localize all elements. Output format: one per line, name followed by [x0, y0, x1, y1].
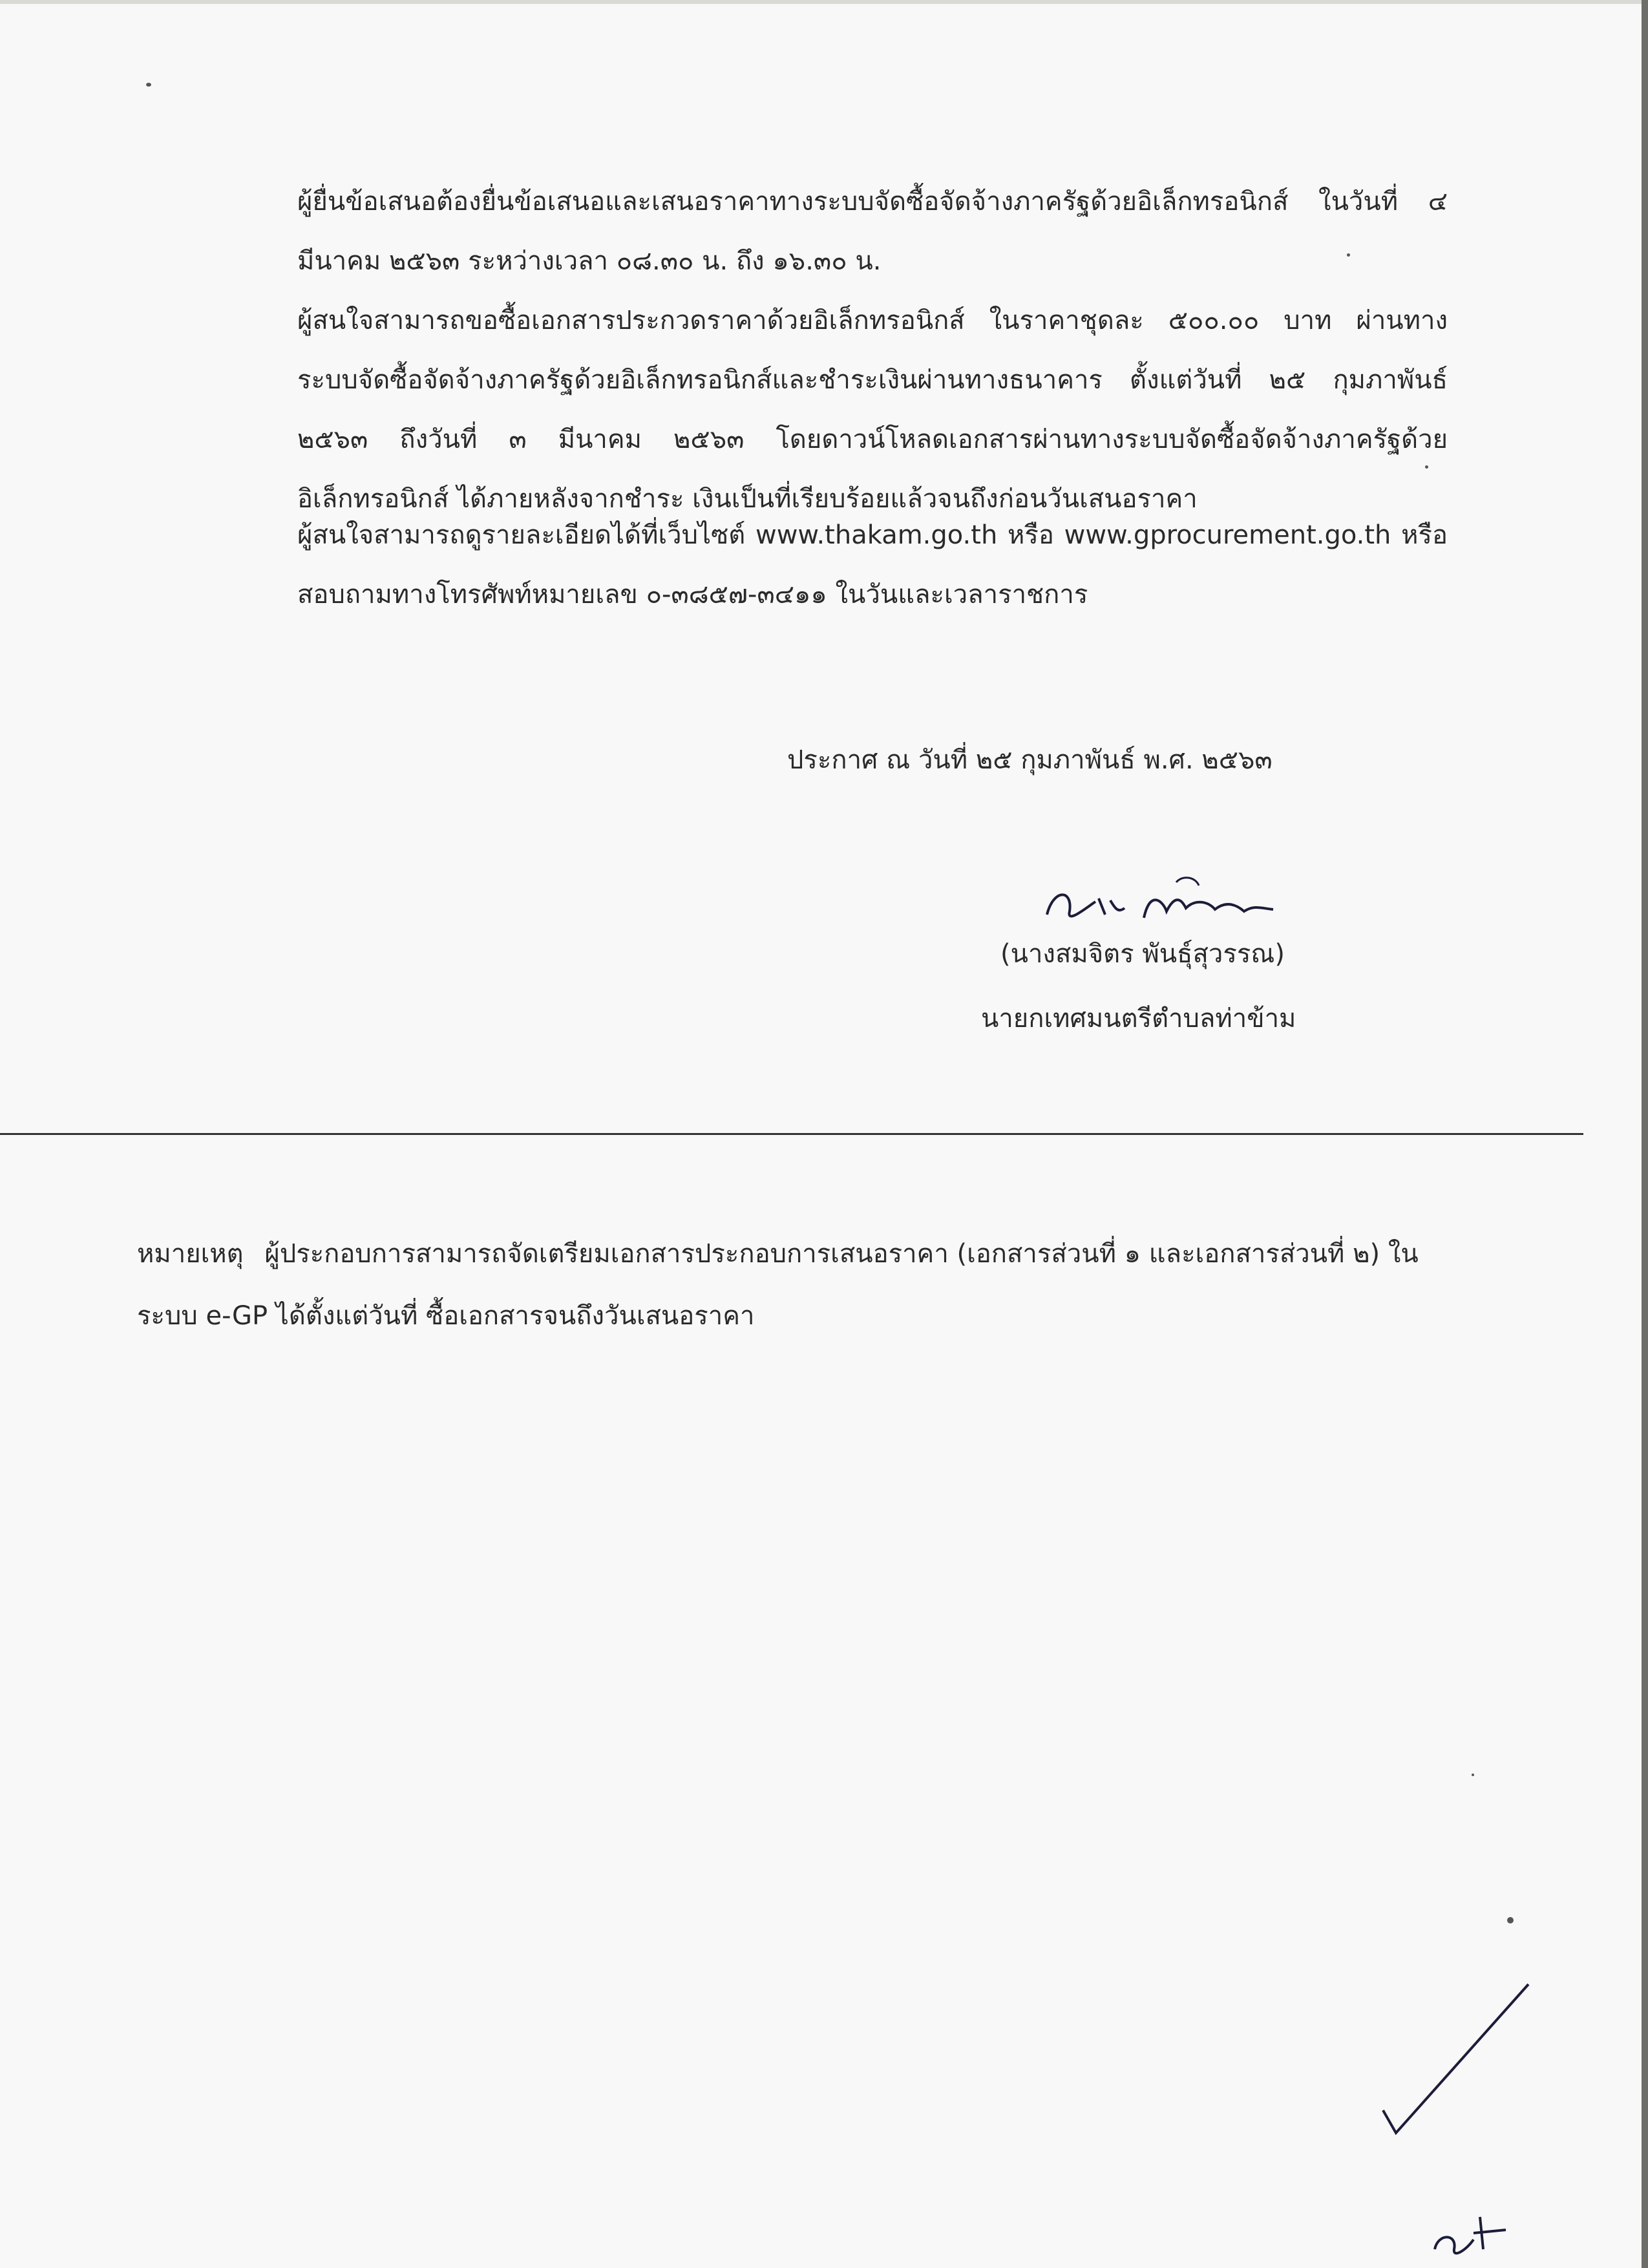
- scan-speck: [1472, 1774, 1474, 1776]
- scan-right-edge: [1642, 0, 1648, 2268]
- paragraph-contact-info: ผู้สนใจสามารถดูรายละเอียดได้ที่เว็บไซต์ www.thakam.go.th หรือ www.gprocurement.go.th หรือ สอบถามทางโทรศัพท์หมายเลข ๐-๓๘๕๗-๓๔๑๑ ในวันและเวลาราชการ: [297, 520, 1448, 609]
- handwritten-checkmark: [1370, 1978, 1538, 2146]
- handwritten-initials: [1428, 2210, 1512, 2262]
- section-divider: [0, 1133, 1583, 1135]
- note-label: หมายเหตุ: [137, 1239, 244, 1269]
- scan-speck: [146, 83, 151, 87]
- note-block: [137, 1223, 1468, 1347]
- paragraph-submission-date: ผู้ยื่นข้อเสนอต้องยื่นข้อเสนอและเสนอราคาทางระบบจัดซื้อจัดจ้างภาครัฐด้วยอิเล็กทรอนิกส์ ในวันที่ ๔ มีนาคม ๒๕๖๓ ระหว่างเวลา ๐๘.๓๐ น. ถึง ๑๖.๓๐ น.: [297, 187, 1448, 276]
- signatory-name: (นางสมจิตร พันธุ์สุวรรณ): [1000, 939, 1285, 969]
- scan-top-edge: [0, 0, 1648, 4]
- scan-speck: [1507, 1917, 1514, 1924]
- announcement-date: ประกาศ ณ วันที่ ๒๕ กุมภาพันธ์ พ.ศ. ๒๕๖๓: [787, 745, 1273, 775]
- paragraph-document-purchase: ผู้สนใจสามารถขอซื้อเอกสารประกวดราคาด้วยอิเล็กทรอนิกส์ ในราคาชุดละ ๕๐๐.๐๐ บาท ผ่านทาง ระบบจัดซื้อจัดจ้างภาครัฐด้วยอิเล็กทรอนิกส์และชำระเงินผ่านทางธนาคาร ตั้งแต่วันที่ ๒๕ กุมภาพันธ์ ๒๕๖๓ ถึงวันที่ ๓ มีนาคม ๒๕๖๓ โดยดาวน์โหลดเอกสารผ่านทางระบบจัดซื้อจัดจ้างภาครัฐด้วยอิเล็กทรอนิกส์ ได้ภายหลังจากชำระ เงินเป็นที่เรียบร้อยแล้วจนถึงก่อนวันเสนอราคา: [297, 306, 1448, 514]
- note-text: ผู้ประกอบการสามารถจัดเตรียมเอกสารประกอบการเสนอราคา (เอกสารส่วนที่ ๑ และเอกสารส่วนที่ ๒) ในระบบ e-GP ได้ตั้งแต่วันที่ ซื้อเอกสารจนถึงวันเสนอราคา: [137, 1239, 1419, 1331]
- signatory-title: นายกเทศมนตรีตำบลท่าข้าม: [981, 1004, 1296, 1033]
